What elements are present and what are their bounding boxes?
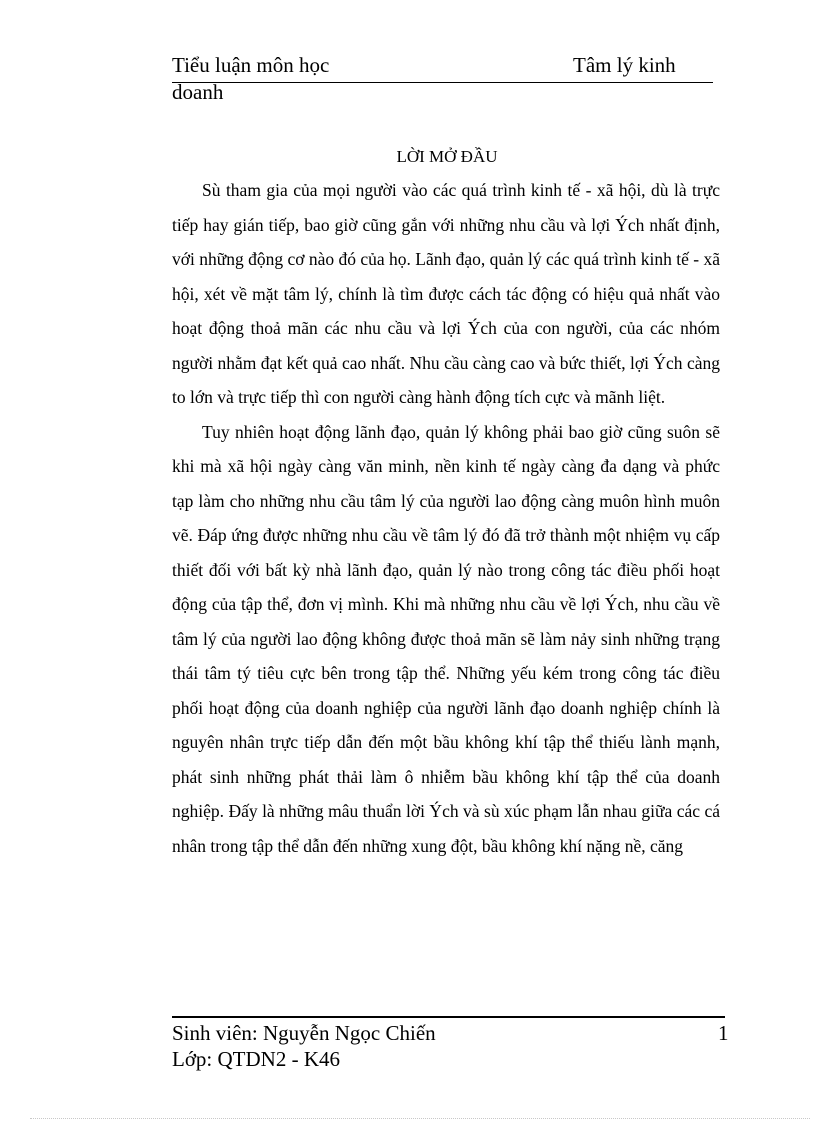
page-number: 1 xyxy=(718,1021,729,1045)
page-bottom-border xyxy=(30,1118,810,1119)
footer-student: Sinh viên: Nguyễn Ngọc Chiến xyxy=(172,1021,436,1045)
header-title-wrap: doanh xyxy=(172,80,224,104)
paragraph: Tuy nhiên hoạt động lãnh đạo, quản lý không phải bao giờ cũng suôn sẽ khi mà xã hội ngày càng văn minh, nền kinh tế ngày càng đa dạng và phức tạp làm cho những nhu cầu tâm lý của người lao động càng muôn hình muôn vẽ. Đáp ứng được những nhu cầu về tâm lý đó đã trở thành một nhiệm vụ cấp thiết đối với bất kỳ nhà lãnh đạo, quản lý nào trong công tác điều phối hoạt động của tập thể, đơn vị mình. Khi mà những nhu cầu về lợi Ých, nhu cầu về tâm lý của người lao động không được thoả mãn sẽ làm nảy sinh những trạng thái tâm tý tiêu cực bên trong tập thể. Những yếu kém trong công tác điều phối hoạt động của doanh nghiệp của người lãnh đạo doanh nghiệp chính là nguyên nhân trực tiếp dẫn đến một bầu không khí tập thể thiếu lành mạnh, phát sinh những phát thải làm ô nhiễm bầu không khí tập thể của doanh nghiệp. Đấy là những mâu thuẩn lời Ých và sù xúc phạm lẫn nhau giữa các cá nhân trong tập thể dẫn đến những xung đột, bầu không khí nặng nề, căng xyxy=(172,421,720,856)
header-title-right: Tâm lý kinh xyxy=(573,53,676,77)
header-rule xyxy=(172,82,713,83)
document-body xyxy=(172,173,720,863)
footer-class: Lớp: QTDN2 - K46 xyxy=(172,1047,340,1071)
footer-rule xyxy=(172,1016,725,1018)
document-title: LỜI MỞ ĐẦU xyxy=(396,147,498,166)
paragraph: Sù tham gia của mọi người vào các quá trình kinh tế - xã hội, dù là trực tiếp hay gián tiếp, bao giờ cũng gắn với những nhu cầu và lợi Ých nhất định, với những động cơ nào đó của họ. Lãnh đạo, quản lý các quá trình kinh tế - xã hội, xét về mặt tâm lý, chính là tìm được cách tác động có hiệu quả nhất vào hoạt động thoả mãn các nhu cầu và lợi Ých của con người, của các nhóm người nhằm đạt kết quả cao nhất. Nhu cầu càng cao và bức thiết, lợi Ých càng to lớn và trực tiếp thì con người càng hành động tích cực và mãnh liệt. xyxy=(172,180,720,407)
header-title-left: Tiểu luận môn học xyxy=(172,53,330,77)
